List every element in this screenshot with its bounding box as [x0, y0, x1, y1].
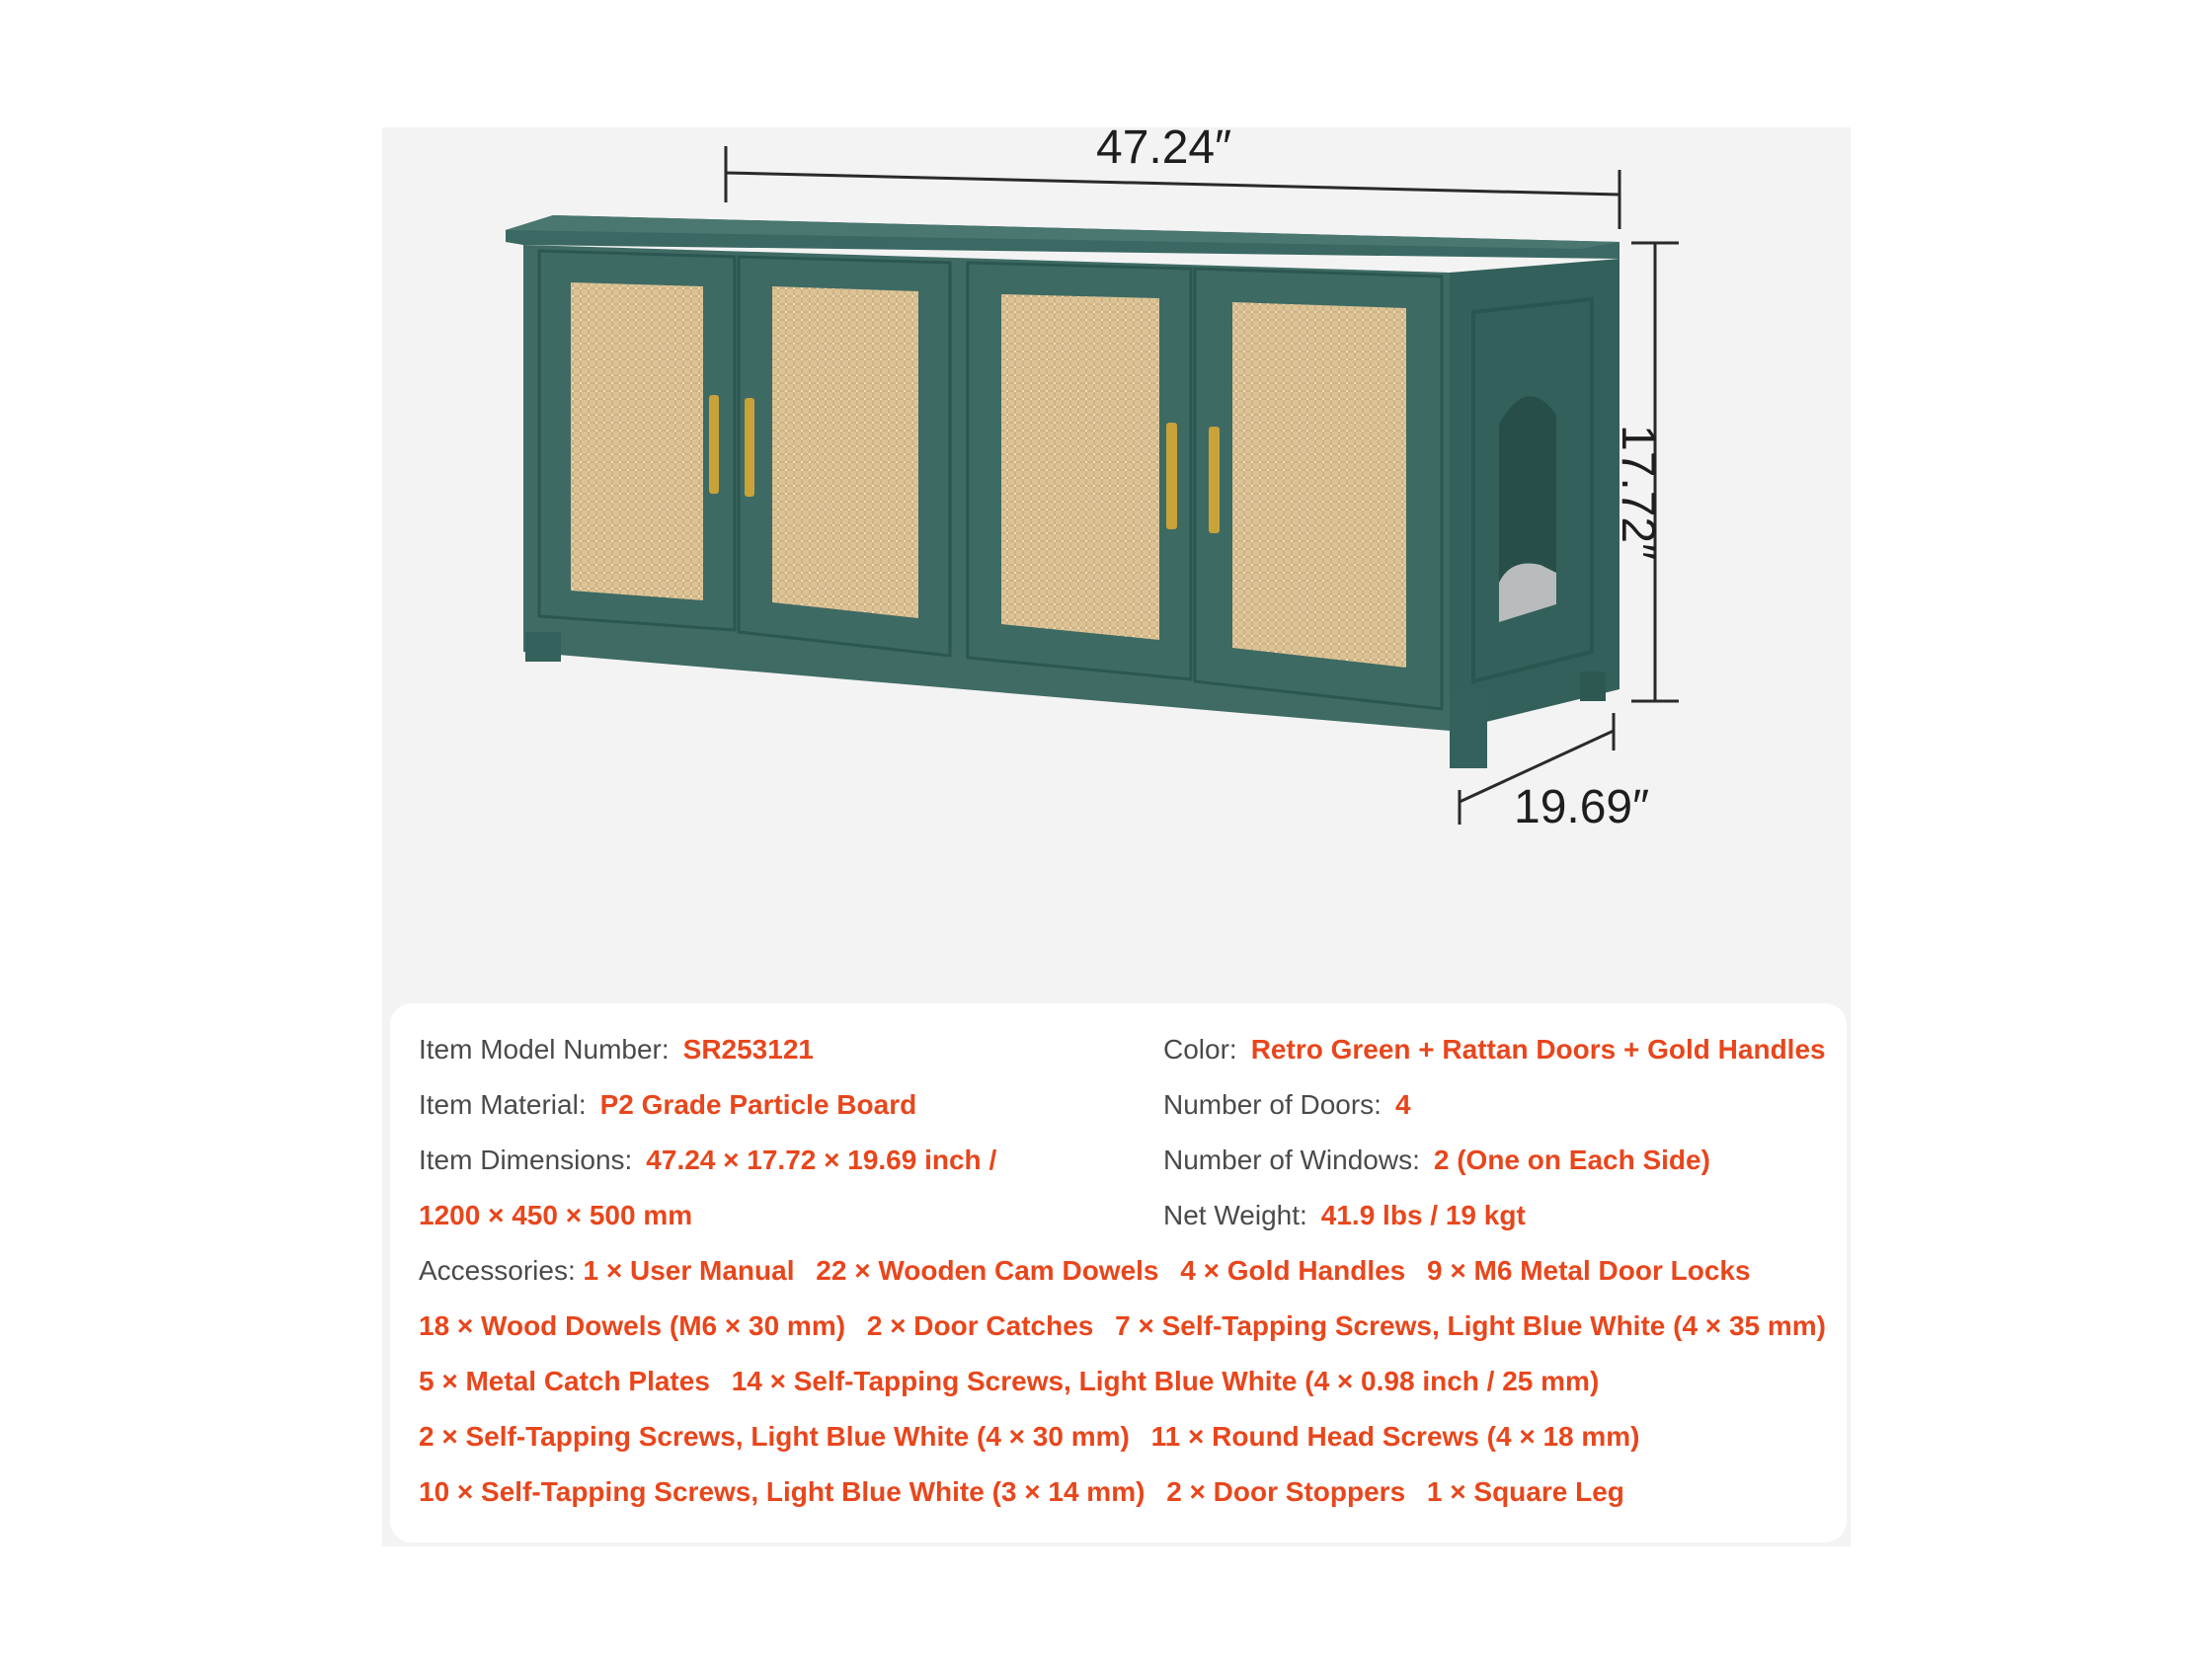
dimensions-value-metric: 1200 × 450 × 500 mm [419, 1200, 693, 1230]
door-1 [539, 251, 735, 630]
accessory-item: 22 × Wooden Cam Dowels [816, 1255, 1159, 1286]
dimensions-label: Item Dimensions: [419, 1145, 633, 1175]
accessory-item: 4 × Gold Handles [1180, 1255, 1406, 1286]
accessories-label: Accessories: [419, 1255, 576, 1286]
accessory-item: 1 × User Manual [583, 1255, 795, 1286]
width-dimension-label: 47.24″ [1096, 121, 1232, 174]
material-value: P2 Grade Particle Board [599, 1089, 917, 1120]
leg-back-right [1580, 672, 1606, 701]
model-value: SR253121 [682, 1034, 814, 1065]
doors-label: Number of Doors: [1163, 1089, 1382, 1120]
spec-windows-row [1163, 1144, 1710, 1177]
gold-handle-3 [1166, 423, 1177, 529]
accessory-item: 9 × M6 Metal Door Locks [1427, 1255, 1751, 1286]
spec-dimensions-row [419, 1144, 996, 1177]
leg-front-right [1450, 691, 1487, 768]
accessory-item: 1 × Square Leg [1426, 1476, 1624, 1507]
color-label: Color: [1163, 1034, 1237, 1065]
accessory-item: 2 × Self-Tapping Screws, Light Blue White (4 × 30 mm) [419, 1421, 1130, 1452]
model-label: Item Model Number: [419, 1034, 670, 1065]
accessory-item: 5 × Metal Catch Plates [419, 1366, 710, 1396]
windows-value: 2 (One on Each Side) [1433, 1145, 1710, 1175]
accessories-row-2 [419, 1309, 1826, 1343]
door-4 [1195, 269, 1442, 709]
accessory-item: 18 × Wood Dowels (M6 × 30 mm) [419, 1310, 846, 1341]
spec-color-row [1163, 1033, 1826, 1066]
spec-dimensions-metric-row [419, 1199, 692, 1232]
height-dimension-label: 17.72″ [1612, 425, 1664, 561]
door-3 [968, 263, 1191, 679]
gold-handle-1 [709, 395, 719, 494]
gold-handle-2 [745, 398, 754, 497]
accessory-item: 11 × Round Head Screws (4 × 18 mm) [1150, 1421, 1640, 1452]
leg-front-left [525, 632, 561, 662]
accessory-item: 14 × Self-Tapping Screws, Light Blue White (4 × 0.98 inch / 25 mm) [731, 1366, 1600, 1396]
depth-dimension-label: 19.69″ [1514, 781, 1650, 833]
material-label: Item Material: [419, 1089, 587, 1120]
spec-model-row [419, 1033, 814, 1066]
dimensions-value-imperial: 47.24 × 17.72 × 19.69 inch / [646, 1145, 997, 1175]
doors-value: 4 [1394, 1089, 1411, 1120]
accessories-row-5 [419, 1475, 1624, 1509]
accessories-row-1 [419, 1254, 1751, 1288]
accessories-row-3 [419, 1365, 1599, 1398]
accessory-item: 7 × Self-Tapping Screws, Light Blue White (4 × 35 mm) [1115, 1310, 1826, 1341]
color-value: Retro Green + Rattan Doors + Gold Handles [1250, 1034, 1826, 1065]
spec-doors-row [1163, 1088, 1411, 1122]
accessory-item: 2 × Door Catches [866, 1310, 1094, 1341]
gold-handle-4 [1209, 427, 1220, 533]
weight-value: 41.9 lbs / 19 kgt [1320, 1200, 1526, 1230]
door-2 [739, 257, 950, 656]
spec-material-row [419, 1088, 916, 1122]
weight-label: Net Weight: [1163, 1200, 1307, 1230]
accessory-item: 2 × Door Stoppers [1166, 1476, 1406, 1507]
accessory-item: 10 × Self-Tapping Screws, Light Blue White (3 × 14 mm) [419, 1476, 1146, 1507]
windows-label: Number of Windows: [1163, 1145, 1420, 1175]
spec-weight-row [1163, 1199, 1526, 1232]
accessories-row-4 [419, 1420, 1640, 1454]
